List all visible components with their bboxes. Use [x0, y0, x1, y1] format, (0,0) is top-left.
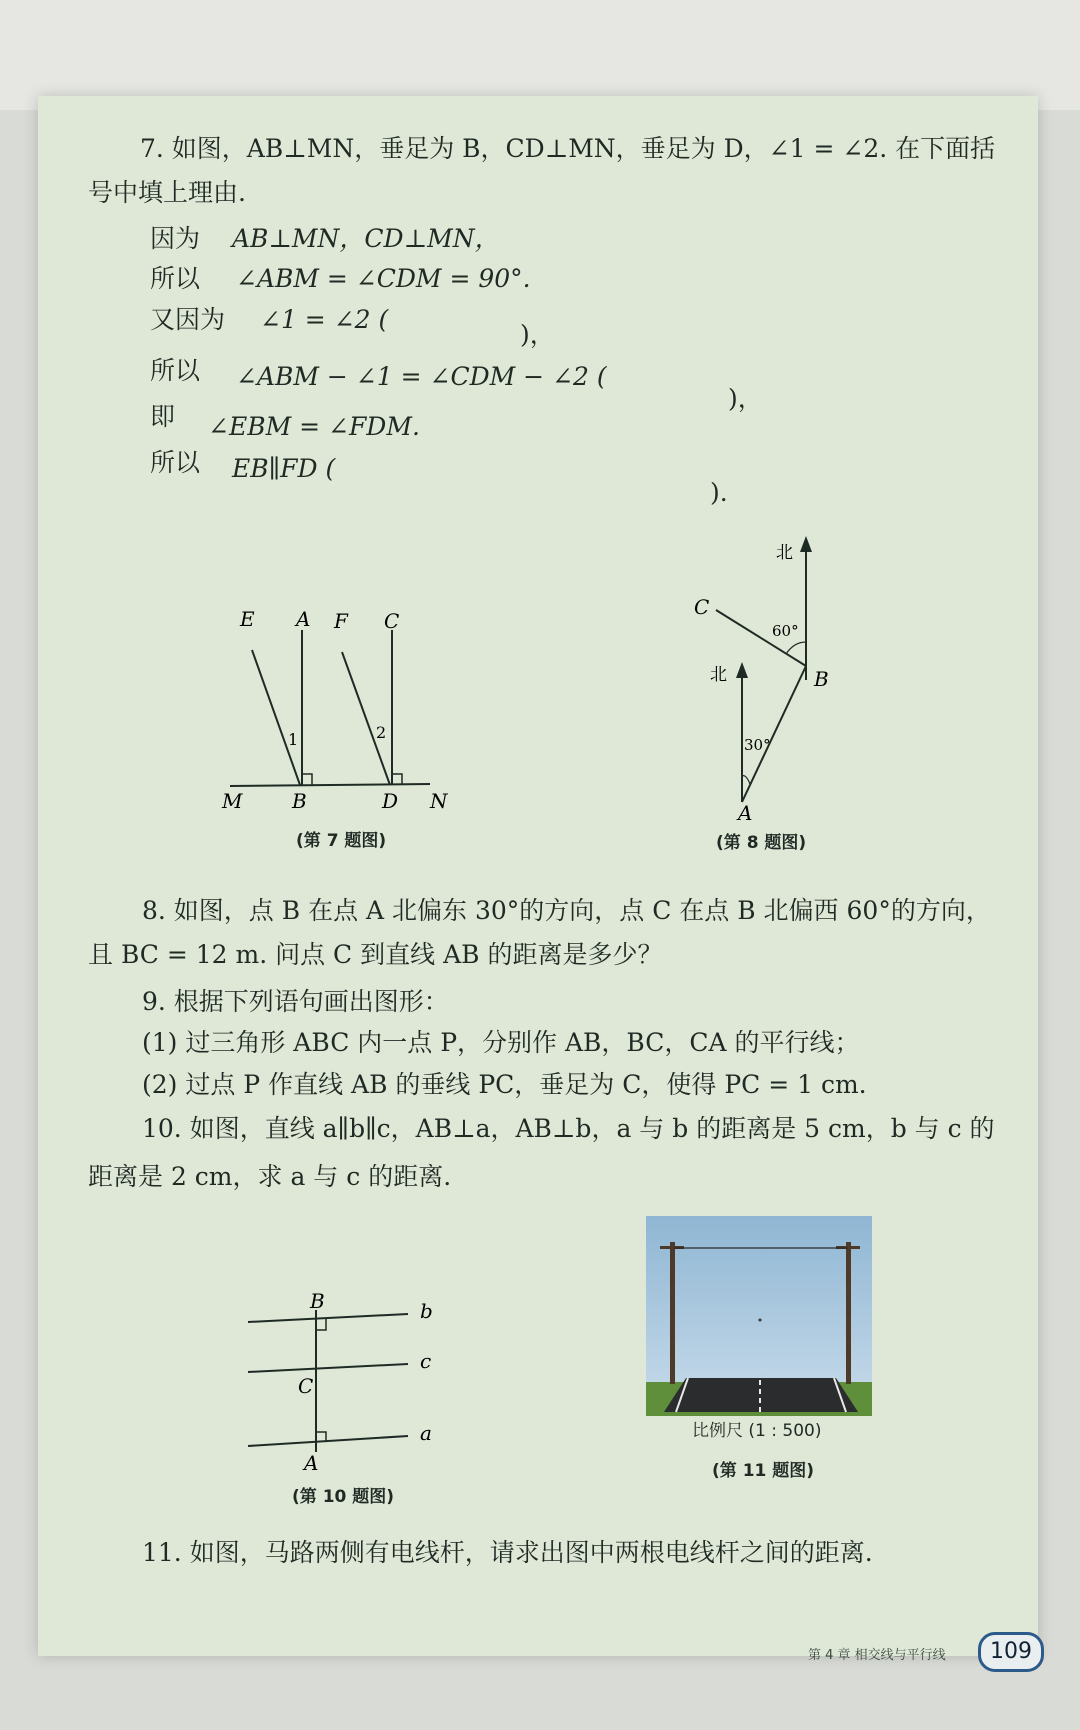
label-a-line: a — [420, 1421, 432, 1445]
figure-8-caption: (第 8 题图) — [716, 833, 807, 853]
q7-step3-close: )， — [520, 320, 555, 349]
label-angle-1: 1 — [288, 730, 299, 749]
arc-60 — [786, 642, 806, 654]
north-arrowhead-b — [800, 536, 812, 552]
q7-step3-expr: ∠1 = ∠2 ( — [260, 305, 389, 334]
q7-step5-expr: ∠EBM = ∠FDM. — [208, 412, 420, 441]
q7-step3-word: 又因为 — [150, 305, 226, 334]
q7-step1-word: 因为 — [150, 224, 201, 253]
q10-line1: 10. 如图，直线 a∥b∥c，AB⊥a，AB⊥b，a 与 b 的距离是 5 cm，b 与 c 的 — [142, 1114, 995, 1143]
q10-line2: 距离是 2 cm，求 a 与 c 的距离. — [88, 1162, 452, 1191]
label-e: E — [240, 607, 255, 631]
figure-11-illustration — [646, 1216, 872, 1416]
label-c-line: c — [420, 1349, 432, 1373]
bird-dot — [759, 1319, 762, 1322]
label-c: C — [384, 609, 400, 633]
q7-step4-close: )， — [728, 384, 763, 413]
q7-step4-word: 所以 — [150, 356, 201, 385]
q7-step4-expr: ∠ABM − ∠1 = ∠CDM − ∠2 ( — [236, 362, 607, 391]
line-a — [248, 1436, 408, 1446]
label-a: A — [738, 801, 753, 820]
label-c: C — [694, 595, 710, 619]
line-fd — [342, 652, 390, 785]
pole-left — [670, 1242, 675, 1384]
label-b-point: B — [310, 1289, 325, 1313]
q8-line2: 且 BC = 12 m. 问点 C 到直线 AB 的距离是多少？ — [88, 940, 663, 969]
background-top — [0, 0, 1080, 110]
figure-7 — [220, 600, 460, 840]
q7-line2: 号中填上理由. — [88, 178, 246, 207]
q7-step6-word: 所以 — [150, 448, 201, 477]
q9-item2: (2) 过点 P 作直线 AB 的垂线 PC，垂足为 C，使得 PC = 1 cm. — [142, 1070, 867, 1099]
right-angle-b — [302, 774, 312, 785]
label-b: B — [814, 667, 829, 691]
page-number: 109 — [978, 1632, 1044, 1672]
figure-11-caption: (第 11 题图) — [712, 1461, 815, 1481]
q11-line1: 11. 如图，马路两侧有电线杆，请求出图中两根电线杆之间的距离. — [142, 1538, 873, 1567]
pole-right — [846, 1242, 851, 1384]
figure-8 — [680, 530, 860, 820]
label-d: D — [382, 789, 399, 813]
arc-30 — [742, 776, 750, 784]
label-60: 60° — [772, 622, 799, 640]
q8-line1: 8. 如图，点 B 在点 A 北偏东 30°的方向，点 C 在点 B 北偏西 60°的方向， — [142, 896, 991, 925]
label-30: 30° — [744, 736, 771, 754]
q7-step2-word: 所以 — [150, 264, 201, 293]
label-angle-2: 2 — [376, 723, 387, 742]
label-n: N — [430, 789, 448, 813]
figure-10 — [240, 1280, 440, 1480]
label-north-b: 北 — [776, 543, 793, 563]
q9-item1: (1) 过三角形 ABC 内一点 P，分别作 AB，BC，CA 的平行线； — [142, 1028, 860, 1057]
q7-step6-expr: EB∥FD ( — [232, 454, 336, 483]
figure-11-scale: 比例尺 (1 : 500) — [692, 1421, 822, 1441]
right-angle-b — [316, 1318, 326, 1330]
label-a-point: A — [304, 1451, 319, 1475]
label-a: A — [296, 607, 311, 631]
q9-title: 9. 根据下列语句画出图形： — [142, 987, 449, 1016]
line-c — [248, 1364, 408, 1372]
line-mn — [230, 784, 430, 786]
figure-7-caption: (第 7 题图) — [296, 831, 387, 851]
label-c-point: C — [298, 1374, 314, 1398]
line-ab — [742, 666, 806, 802]
label-m: M — [222, 789, 243, 813]
q7-step6-close: ). — [710, 478, 728, 507]
q7-step1-expr: AB⊥MN，CD⊥MN， — [232, 224, 500, 253]
q7-step2-expr: ∠ABM = ∠CDM = 90°. — [236, 264, 531, 293]
figure-10-caption: (第 10 题图) — [292, 1487, 395, 1507]
label-f: F — [334, 609, 348, 633]
label-north-a: 北 — [710, 665, 727, 685]
north-arrowhead-a — [736, 662, 748, 678]
q7-step5-word: 即 — [150, 402, 176, 431]
q7-line1: 7. 如图，AB⊥MN，垂足为 B，CD⊥MN，垂足为 D，∠1 = ∠2. 在下面括 — [140, 134, 996, 163]
line-eb — [252, 650, 300, 785]
footer-chapter: 第 4 章 相交线与平行线 — [808, 1648, 946, 1663]
label-b: B — [292, 789, 307, 813]
label-b-line: b — [420, 1299, 433, 1323]
line-b — [248, 1314, 408, 1322]
